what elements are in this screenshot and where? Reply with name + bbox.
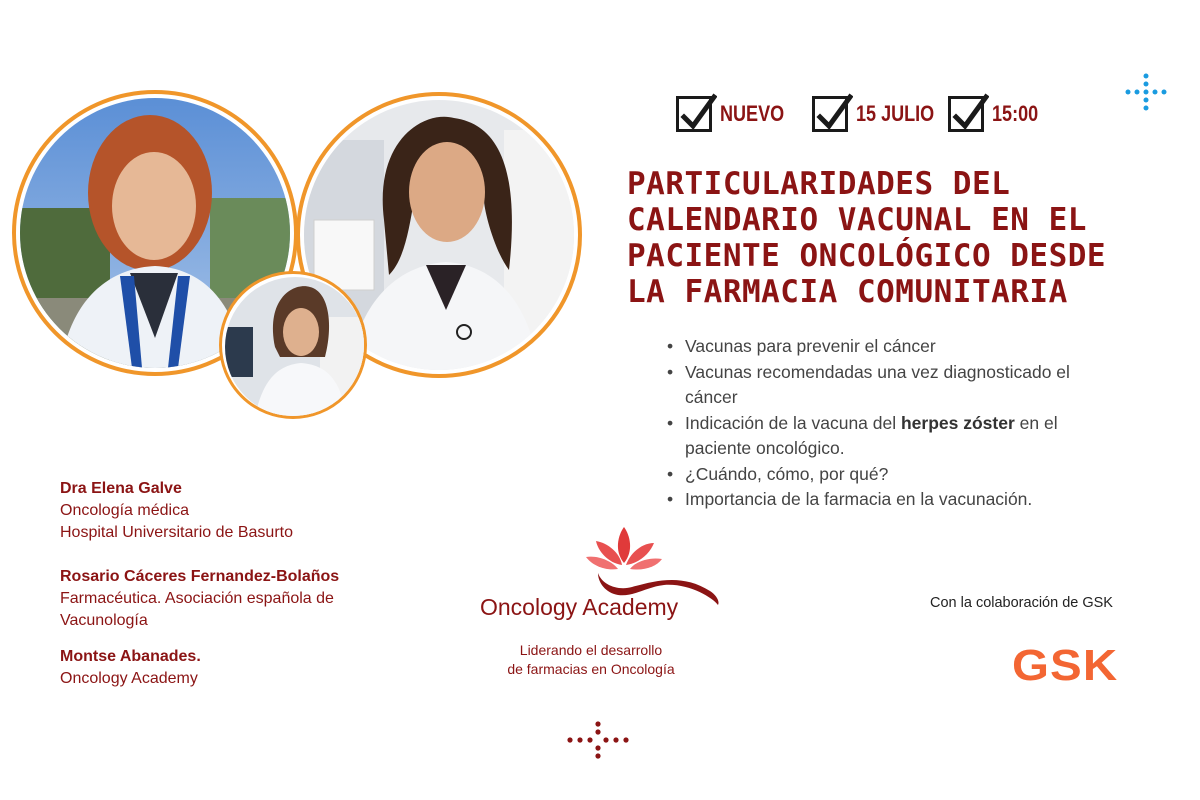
oncology-academy-logo-text: Oncology Academy [480, 594, 679, 620]
list-item: • Vacunas para prevenir el cáncer [667, 334, 1127, 360]
tagline-line: de farmacias en Oncología [507, 661, 675, 677]
title-line: LA FARMACIA COMUNITARIA [627, 274, 1068, 310]
speaker-entry [60, 566, 420, 632]
speaker-affiliation: Hospital Universitario de Basurto [60, 524, 293, 541]
checkbox-icon [948, 96, 984, 132]
list-item: • Vacunas recomendadas una vez diagnosticado el cáncer [667, 360, 1097, 411]
collaboration-note: Con la colaboración de GSK [930, 595, 1113, 611]
check-label: 15:00 [992, 101, 1039, 126]
speakers-list [60, 478, 420, 712]
speaker-photo-montse-abanades [219, 271, 367, 419]
check-item-time [948, 96, 1048, 132]
title-line: PARTICULARIDADES DEL [627, 166, 1011, 202]
speaker-name: Rosario Cáceres Fernandez-Bolaños [60, 568, 340, 585]
page-title [627, 166, 1187, 310]
checkbox-icon [676, 96, 712, 132]
speaker-role: Oncology Academy [60, 670, 198, 687]
list-item-text: Indicación de la vacuna del [685, 412, 901, 433]
blue-dots-decoration [1124, 72, 1168, 112]
check-item-date [812, 96, 951, 132]
list-item-text: en el paciente oncológico. [685, 412, 1058, 458]
checkbox-icon [812, 96, 848, 132]
speaker-name: Montse Abanades. [60, 648, 201, 665]
title-line: PACIENTE ONCOLÓGICO DESDE [627, 238, 1107, 274]
list-item [667, 411, 1107, 462]
check-item-nuevo [676, 96, 798, 132]
list-item: • Importancia de la farmacia en la vacunación. [667, 487, 1127, 513]
red-dots-decoration [566, 720, 630, 760]
tagline-line: Liderando el desarrollo [519, 642, 663, 658]
list-item-bold: herpes zóster [900, 412, 1015, 433]
speaker-name: Dra Elena Galve [60, 480, 182, 497]
title-line: CALENDARIO VACUNAL EN EL [627, 202, 1087, 238]
speaker-entry [60, 646, 420, 690]
speaker-role: Farmacéutica. Asociación española de Vacunología [60, 590, 334, 629]
oncology-academy-tagline [480, 641, 702, 679]
topic-list [667, 334, 1127, 513]
speaker-entry [60, 478, 420, 544]
check-label: NUEVO [720, 101, 785, 126]
gsk-logo: GSK [1012, 641, 1119, 690]
speaker-role: Oncología médica [60, 502, 189, 519]
list-item: • ¿Cuándo, cómo, por qué? [667, 462, 1127, 488]
check-label: 15 JULIO [856, 101, 935, 126]
